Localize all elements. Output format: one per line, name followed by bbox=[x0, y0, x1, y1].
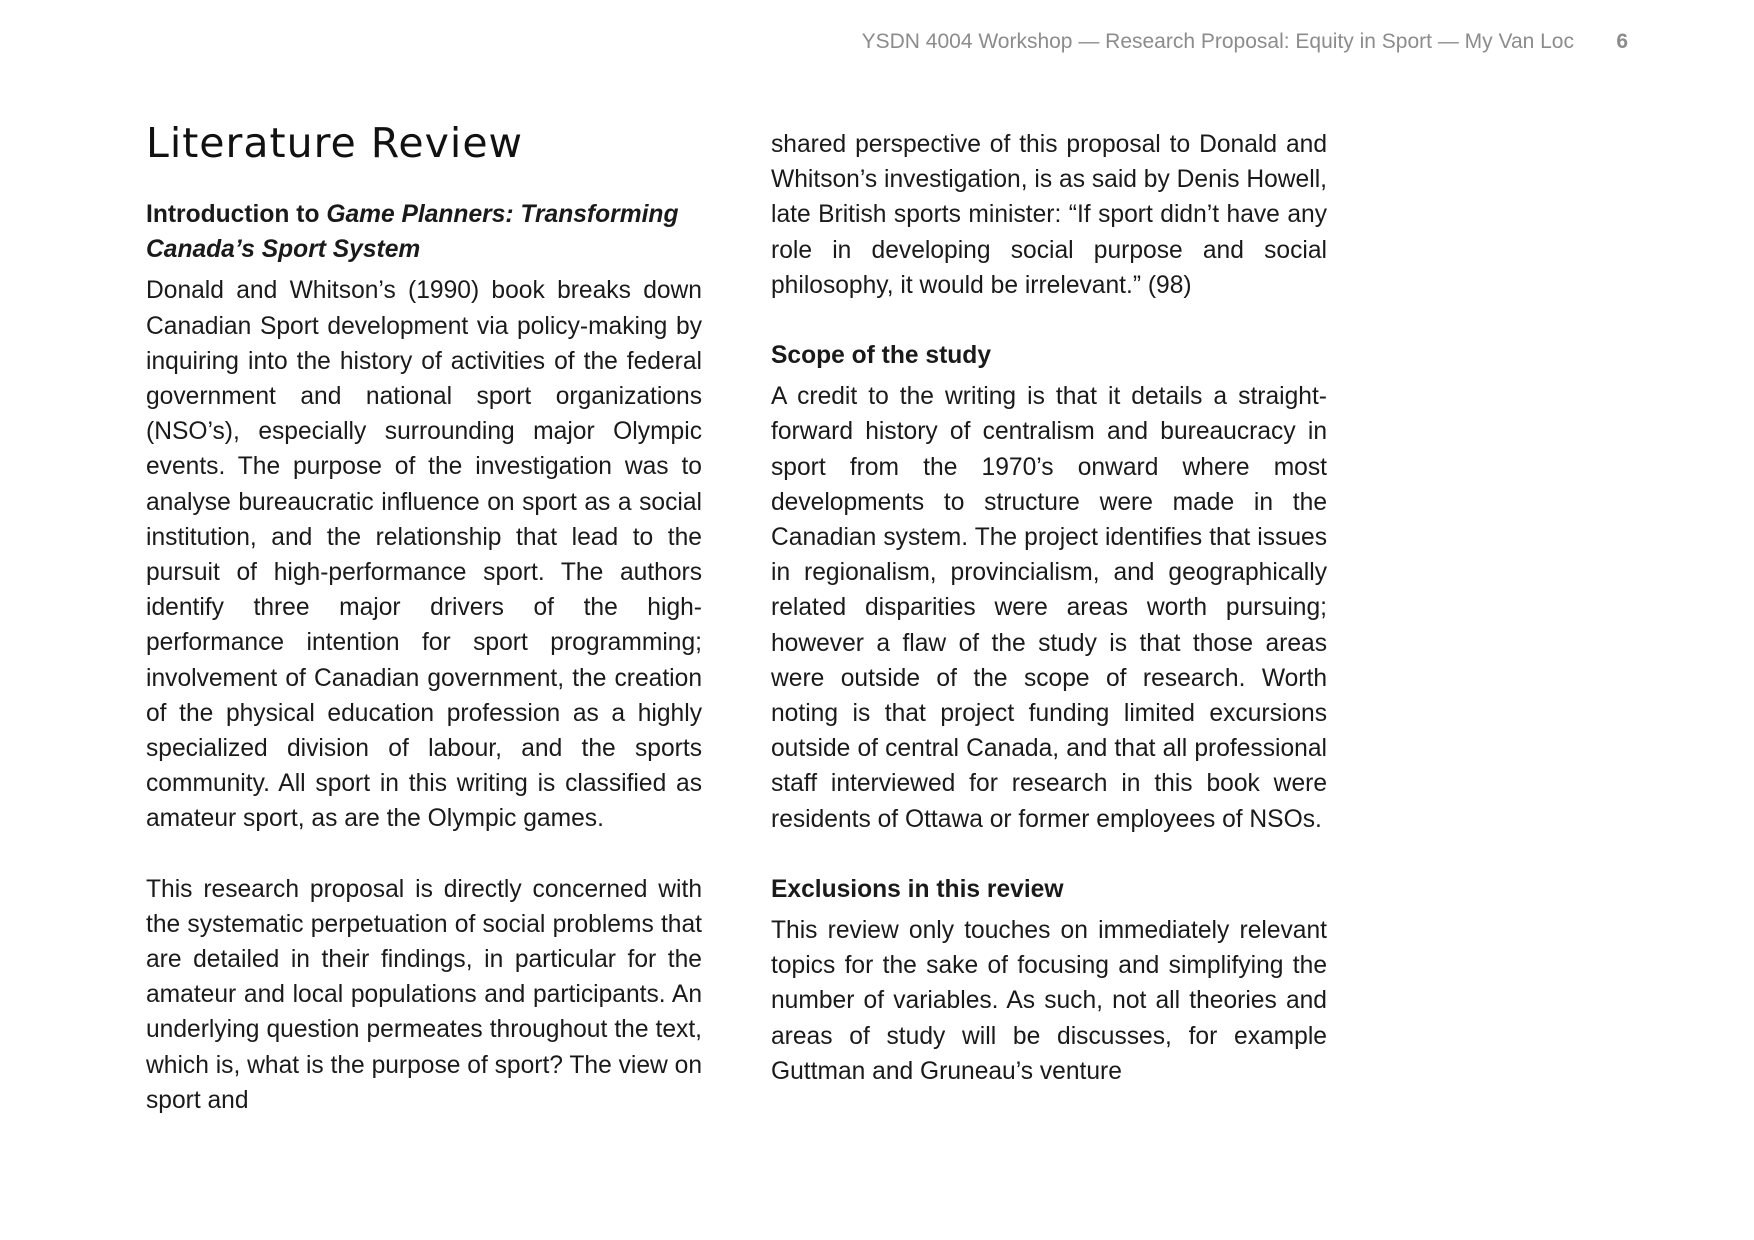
scope-paragraph: A credit to the writing is that it details a straightforward history of centralism and bureaucracy in sport from the 1970’s onward where most developments to structure were made in the Canadian system. The project identifies that issues in regionalism, provincialism, and geographically related disparities were areas worth pursuing; however a flaw of the study is that those areas were outside of the scope of research. Worth noting is that project funding limited excursions outside of central Canada, and that all professional staff interviewed for research in this book were residents of Ottawa or former employees of NSOs. bbox=[771, 383, 1327, 833]
intro-paragraph-2: This research proposal is directly concerned with the systematic perpetuation of social problems that are detailed in their findings, in particular for the amateur and local populations and participants. An underlying question permeates throughout the text, which is, what is the purpose of sport? The view on sport and bbox=[146, 875, 702, 1114]
left-column bbox=[146, 118, 702, 1118]
intro-paragraph-1: Donald and Whitson’s (1990) book breaks down Canadian Sport development via policy-making by inquiring into the history of activities of the federal government and national sport organizations (NSO’s), especially surrounding major Olympic events. The purpose of the investigation was to analyse bureaucratic influence on sport as a social institution, and the relationship that lead to the pursuit of high-performance sport. The authors identify three major drivers of the high-performance intention for sport programming; involvement of Canadian government, the creation of the physical education profession as a highly specialized division of labour, and the sports community. All sport in this writing is classified as amateur sport, as are the Olympic games. bbox=[146, 277, 702, 833]
exclusions-heading: Exclusions in this review bbox=[771, 875, 1064, 903]
paragraph-gap bbox=[146, 837, 702, 872]
continued-paragraph: shared perspective of this proposal to Donald and Whitson’s investigation, is as said by Denis Howell, late British sports minister: “If sport didn’t have any role in developing social purpose and social philosophy, it would be irrelevant.” (98) bbox=[771, 131, 1327, 299]
page-title: Literature Review bbox=[146, 119, 524, 167]
intro-heading-prefix: Introduction to bbox=[146, 201, 327, 228]
right-column bbox=[771, 127, 1327, 1089]
intro-heading-book-title: Game Planners: Transforming Canada’s Sport System bbox=[146, 201, 679, 264]
scope-heading: Scope of the study bbox=[771, 342, 991, 370]
paragraph-gap bbox=[771, 303, 1327, 338]
running-header bbox=[800, 30, 1628, 60]
intro-heading bbox=[146, 197, 702, 267]
running-title: YSDN 4004 Workshop — Research Proposal: Equity in Sport — My Van Loc bbox=[861, 30, 1574, 53]
page-number: 6 bbox=[1616, 30, 1628, 53]
paragraph-gap bbox=[771, 837, 1327, 872]
exclusions-paragraph: This review only touches on immediately relevant topics for the sake of focusing and simplifying the number of variables. As such, not all theories and areas of study will be discusses, for example Guttman and Gruneau’s venture bbox=[771, 917, 1327, 1085]
